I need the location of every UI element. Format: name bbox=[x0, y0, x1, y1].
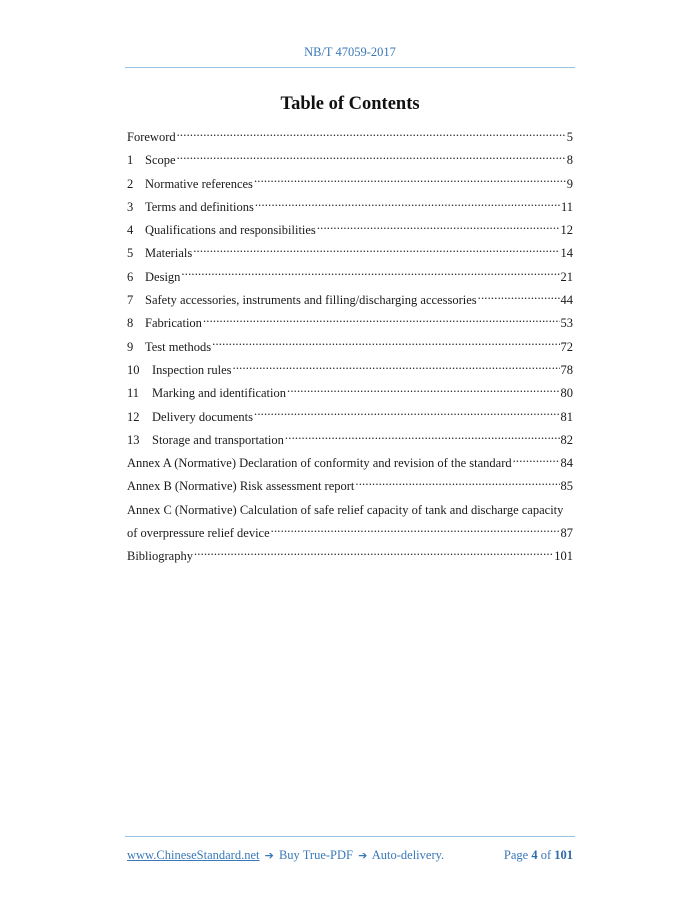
toc-entry-page: 14 bbox=[560, 246, 573, 261]
toc-entry-number: 6 bbox=[127, 269, 134, 284]
toc-entry-annex-b[interactable] bbox=[127, 475, 573, 498]
dot-leader bbox=[254, 409, 559, 421]
toc-entry-title: Normative references bbox=[145, 176, 253, 191]
dot-leader bbox=[233, 362, 560, 374]
toc-entry-number: 8 bbox=[127, 316, 134, 331]
toc-entry-title: Test methods bbox=[145, 339, 212, 354]
toc-entry-title: Safety accessories, instruments and filling/discharging accessories bbox=[145, 293, 477, 308]
dot-leader bbox=[177, 152, 566, 164]
toc-entry-title: Qualifications and responsibilities bbox=[145, 223, 316, 238]
dot-leader bbox=[203, 315, 560, 327]
toc-entry-title: Foreword bbox=[127, 130, 176, 144]
toc-entry-annex-a[interactable] bbox=[127, 452, 573, 475]
toc-entry-page: 72 bbox=[560, 339, 573, 354]
dot-leader bbox=[285, 432, 560, 444]
toc-entry-title: Delivery documents bbox=[152, 409, 254, 424]
toc-entry-title: Annex B (Normative) Risk assessment report bbox=[127, 479, 355, 494]
toc-entry-title: Materials bbox=[145, 246, 193, 261]
toc-entry-title: Bibliography bbox=[127, 549, 193, 564]
total-page-number: 101 bbox=[554, 848, 573, 862]
dot-leader bbox=[181, 269, 559, 281]
toc-entry-title: Storage and transportation bbox=[152, 432, 284, 447]
toc-entry-number: 7 bbox=[127, 293, 134, 308]
toc-entry-scope[interactable] bbox=[127, 149, 573, 172]
toc-entry-page: 80 bbox=[560, 386, 573, 401]
table-of-contents bbox=[127, 126, 573, 569]
arrow-right-icon: ➔ bbox=[264, 849, 274, 862]
dot-leader bbox=[317, 222, 560, 234]
toc-entry-page: 11 bbox=[560, 199, 573, 214]
dot-leader bbox=[254, 176, 566, 188]
toc-entry-qualifications[interactable] bbox=[127, 219, 573, 242]
toc-entry-page: 9 bbox=[566, 176, 573, 191]
arrow-right-icon: ➔ bbox=[358, 849, 368, 862]
page-of-label: of bbox=[540, 848, 552, 862]
page-footer bbox=[127, 848, 573, 863]
toc-entry-title: Inspection rules bbox=[152, 362, 232, 377]
toc-entry-page: 12 bbox=[560, 223, 573, 238]
dot-leader bbox=[513, 455, 560, 467]
footer-promo bbox=[127, 848, 444, 863]
auto-delivery-text: Auto-delivery. bbox=[371, 848, 445, 862]
toc-entry-inspection-rules[interactable] bbox=[127, 359, 573, 382]
toc-entry-page: 82 bbox=[560, 432, 573, 447]
toc-entry-number: 11 bbox=[127, 386, 140, 401]
current-page-number: 4 bbox=[531, 848, 538, 862]
header-divider bbox=[125, 67, 575, 68]
toc-entry-normative-references[interactable] bbox=[127, 173, 573, 196]
toc-entry-number: 10 bbox=[127, 362, 140, 377]
toc-entry-terms-definitions[interactable] bbox=[127, 196, 573, 219]
page-indicator bbox=[504, 848, 573, 863]
dot-leader bbox=[193, 245, 559, 257]
toc-entry-fabrication[interactable] bbox=[127, 312, 573, 335]
toc-entry-page: 101 bbox=[554, 549, 573, 564]
toc-entry-test-methods[interactable] bbox=[127, 336, 573, 359]
toc-entry-page: 84 bbox=[560, 456, 573, 471]
toc-entry-annex-c[interactable] bbox=[127, 499, 573, 546]
toc-entry-safety-accessories[interactable] bbox=[127, 289, 573, 312]
dot-leader bbox=[194, 548, 553, 560]
toc-entry-delivery-documents[interactable] bbox=[127, 406, 573, 429]
toc-entry-number: 5 bbox=[127, 246, 134, 261]
toc-entry-title-line2: of overpressure relief device bbox=[127, 526, 270, 541]
dot-leader bbox=[355, 478, 559, 490]
dot-leader bbox=[177, 129, 566, 141]
dot-leader bbox=[287, 385, 560, 397]
toc-entry-page: 44 bbox=[560, 293, 573, 308]
document-header-standard-id: NB/T 47059-2017 bbox=[304, 45, 396, 59]
dot-leader bbox=[478, 292, 560, 304]
toc-entry-title: Design bbox=[145, 269, 181, 284]
toc-entry-number: 2 bbox=[127, 176, 134, 191]
toc-entry-title: Scope bbox=[145, 153, 176, 168]
toc-entry-foreword[interactable] bbox=[127, 126, 573, 149]
toc-entry-page: 53 bbox=[560, 316, 573, 331]
toc-entry-page: 81 bbox=[560, 409, 573, 424]
toc-entry-title: Marking and identification bbox=[152, 386, 286, 401]
dot-leader bbox=[255, 199, 560, 211]
toc-entry-page: 87 bbox=[560, 526, 573, 541]
footer-divider bbox=[125, 836, 575, 837]
toc-entry-number: 4 bbox=[127, 223, 134, 238]
toc-entry-title: Fabrication bbox=[145, 316, 202, 331]
toc-entry-title-line1: Annex C (Normative) Calculation of safe relief capacity of tank and discharge capacity bbox=[127, 502, 564, 517]
site-link[interactable]: www.ChineseStandard.net bbox=[127, 848, 260, 862]
toc-entry-page: 85 bbox=[560, 479, 573, 494]
toc-title: Table of Contents bbox=[280, 94, 420, 114]
toc-entry-title: Terms and definitions bbox=[145, 199, 254, 214]
toc-entry-page: 21 bbox=[560, 269, 573, 284]
toc-entry-number: 1 bbox=[127, 153, 134, 168]
dot-leader bbox=[271, 525, 560, 537]
page-label: Page bbox=[503, 848, 529, 862]
toc-entry-page: 5 bbox=[566, 130, 573, 144]
dot-leader bbox=[212, 339, 559, 351]
toc-entry-storage[interactable] bbox=[127, 429, 573, 452]
toc-entry-number: 3 bbox=[127, 199, 134, 214]
toc-entry-number: 13 bbox=[127, 432, 140, 447]
toc-entry-number: 12 bbox=[127, 409, 140, 424]
toc-entry-page: 78 bbox=[560, 362, 573, 377]
buy-pdf-text: Buy True-PDF bbox=[278, 848, 353, 862]
toc-entry-page: 8 bbox=[566, 153, 573, 168]
toc-entry-materials[interactable] bbox=[127, 242, 573, 265]
toc-entry-bibliography[interactable] bbox=[127, 545, 573, 568]
toc-entry-number: 9 bbox=[127, 339, 134, 354]
toc-entry-marking[interactable] bbox=[127, 382, 573, 405]
toc-entry-design[interactable] bbox=[127, 266, 573, 289]
toc-entry-title: Annex A (Normative) Declaration of conformity and revision of the standard bbox=[127, 456, 512, 471]
